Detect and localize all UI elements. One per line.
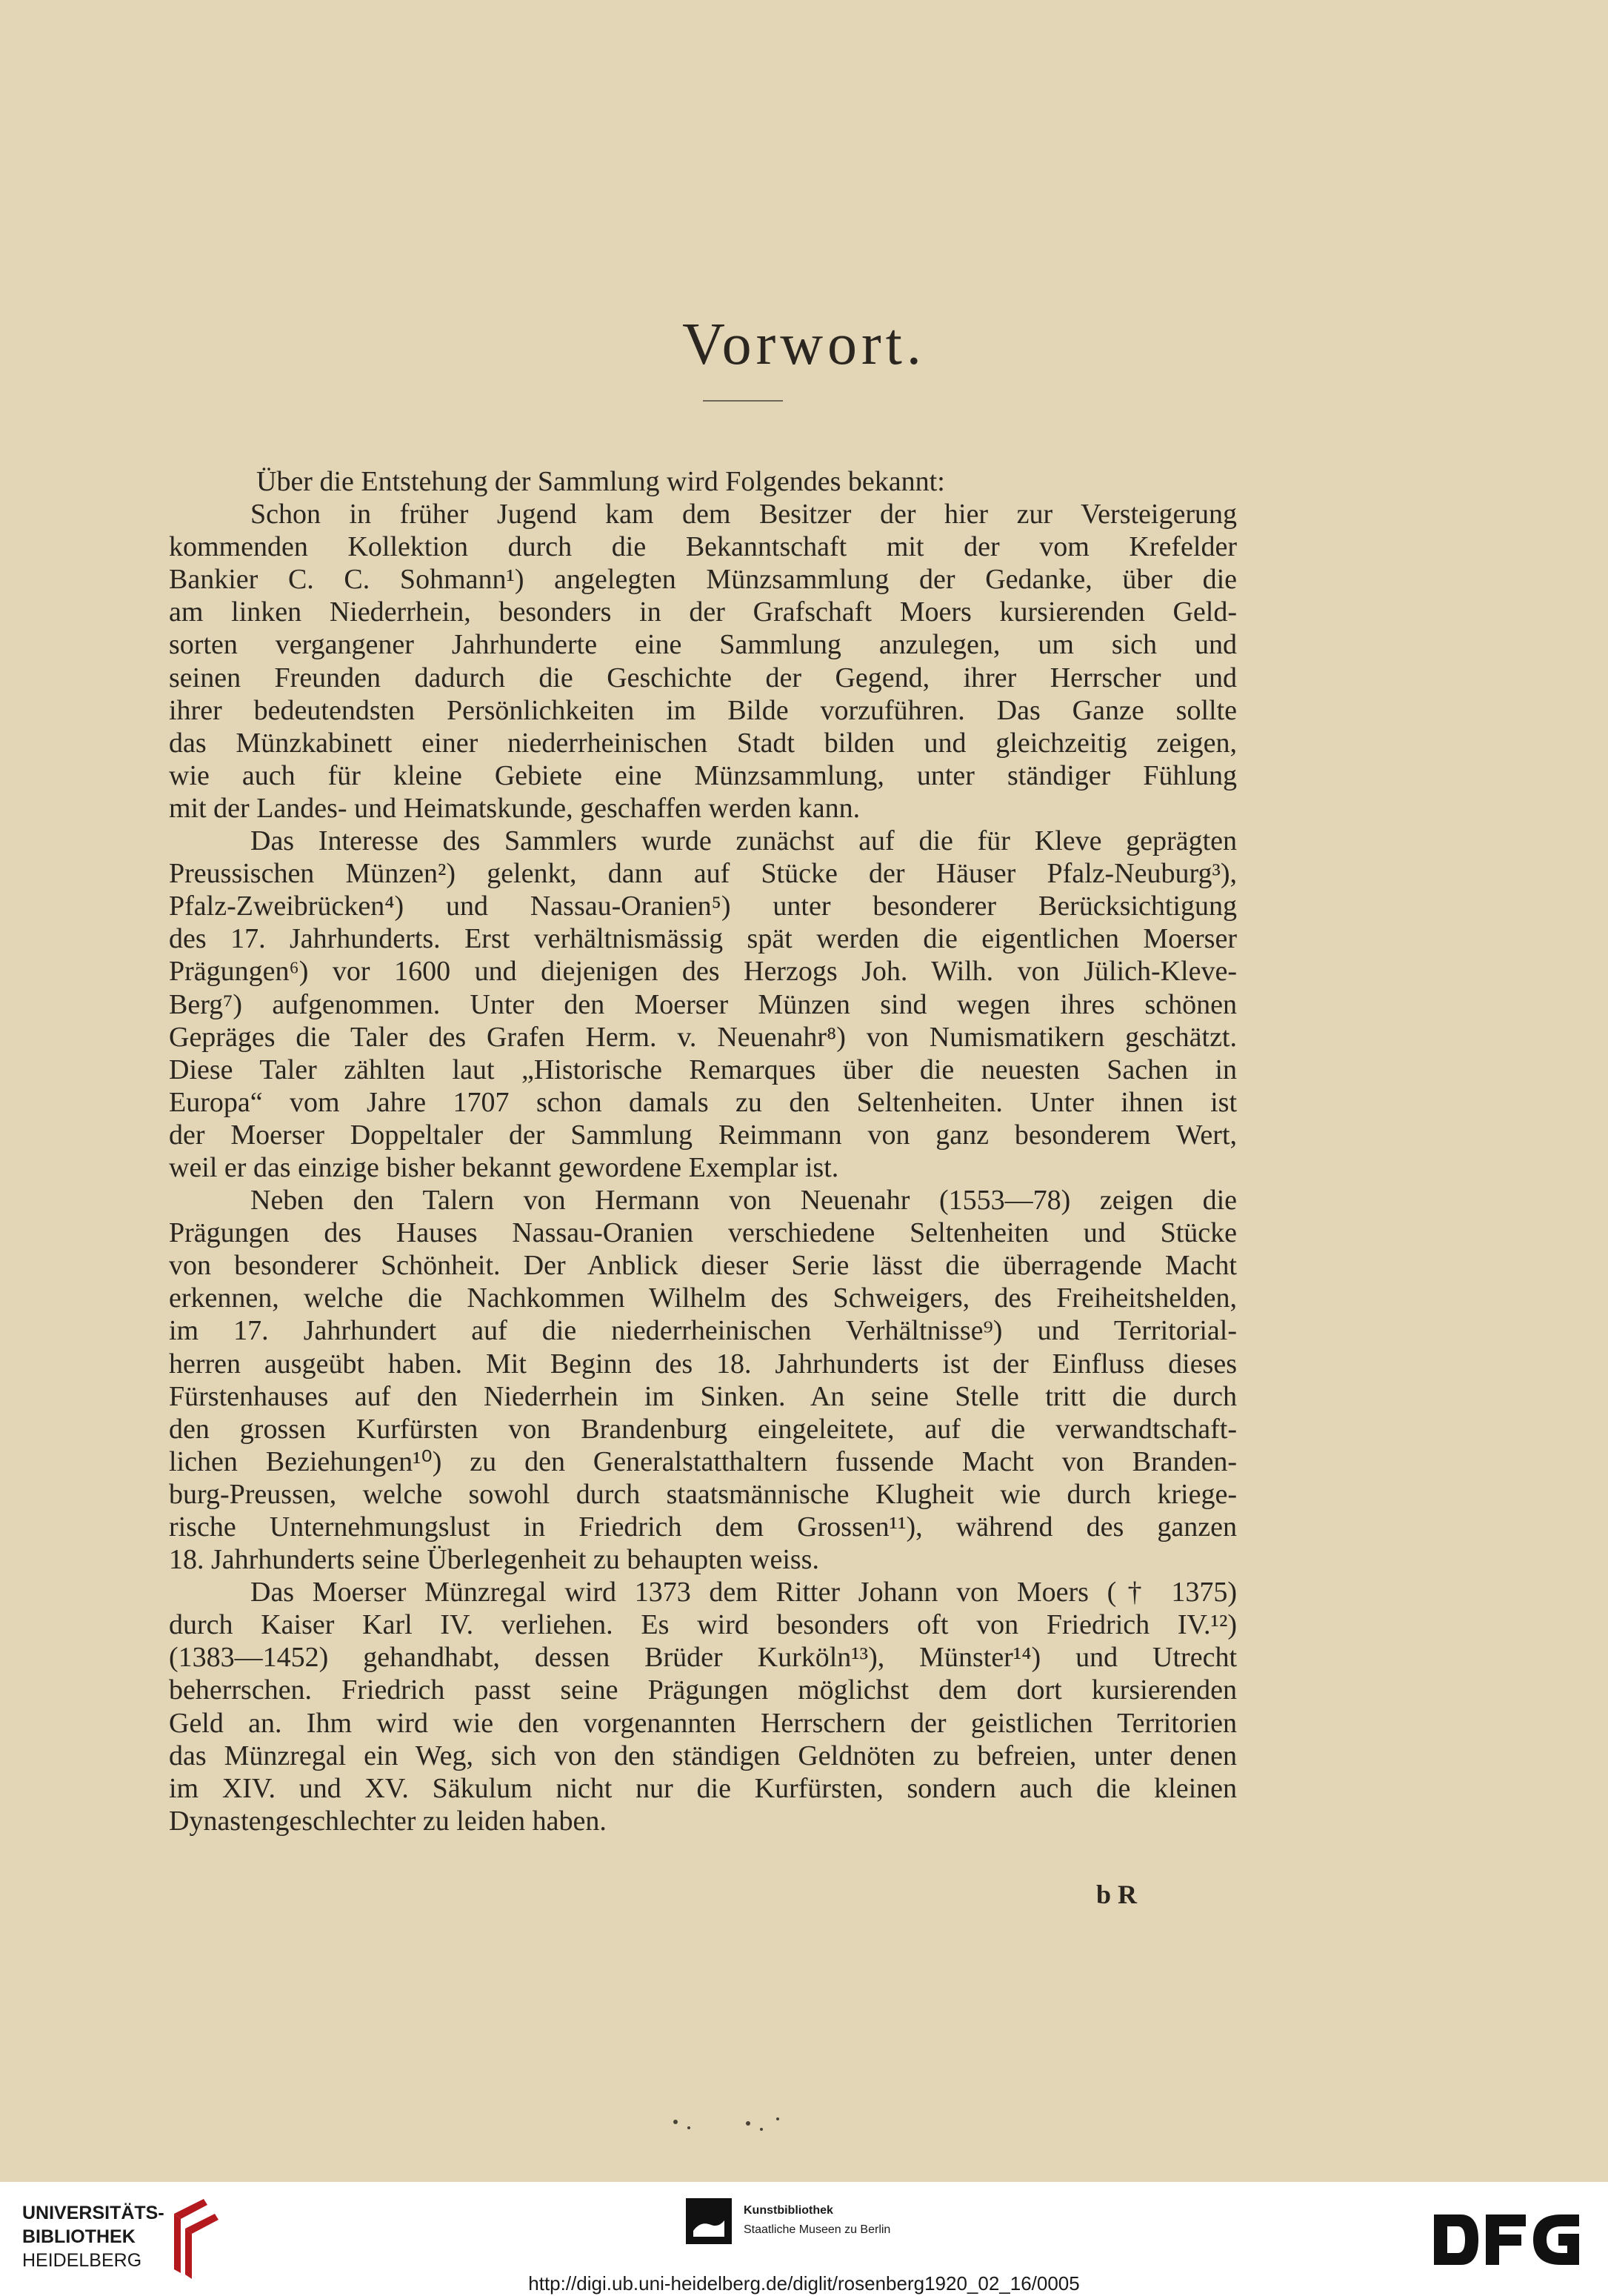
kunstbibliothek-subtitle: Staatliche Museen zu Berlin <box>744 2223 891 2236</box>
text-line: Bankier C. C. Sohmann¹) angelegten Münzsammlung der Gedanke, über die <box>169 564 1237 596</box>
page-title: Vorwort. <box>682 312 926 377</box>
text-line: das Münzregal ein Weg, sich von den ständigen Geldnöten zu befreien, unter denen <box>169 1740 1237 1771</box>
signature-initials: b R <box>1096 1880 1138 1909</box>
text-line: das Münzkabinett einer niederrheinischen Stadt bilden und gleichzeitig zeigen, <box>169 727 1237 759</box>
text-line: beherrschen. Friedrich passt seine Prägungen möglichst dem dort kursierenden <box>169 1674 1237 1706</box>
kunstbibliothek-mark-icon <box>686 2198 732 2244</box>
text-line: sorten vergangener Jahrhunderte eine Sammlung anzulegen, um sich und <box>169 629 1237 661</box>
source-url[interactable]: http://digi.ub.uni-heidelberg.de/diglit/rosenberg1920_02_16/0005 <box>528 2272 1080 2295</box>
text-line: Neben den Talern von Hermann von Neuenahr (1553—78) zeigen die <box>250 1185 1237 1217</box>
text-line: Berg⁷) aufgenommen. Unter den Moerser Münzen sind wegen ihres schönen <box>169 988 1237 1020</box>
text-line: Prägungen des Hauses Nassau-Oranien verschiedene Seltenheiten und Stücke <box>169 1217 1237 1249</box>
text-line: lichen Beziehungen¹⁰) zu den Generalstatthaltern fussende Macht von Branden- <box>169 1445 1237 1477</box>
text-line: Preussischen Münzen²) gelenkt, dann auf Stücke der Häuser Pfalz-Neuburg³), <box>169 858 1237 890</box>
text-line: kommenden Kollektion durch die Bekanntschaft mit der vom Krefelder <box>169 531 1237 563</box>
text-line: Diese Taler zählten laut „Historische Remarques über die neuesten Sachen in <box>169 1054 1237 1085</box>
body-text <box>169 465 1237 1837</box>
text-line: ihrer bedeutendsten Persönlichkeiten im Bilde vorzuführen. Das Ganze sollte <box>169 694 1237 726</box>
paper-specks <box>667 2113 800 2143</box>
kunstbibliothek-logo[interactable] <box>686 2198 923 2257</box>
text-line: im XIV. und XV. Säkulum nicht nur die Kurfürsten, sondern auch die kleinen <box>169 1772 1237 1804</box>
text-line: Das Moerser Münzregal wird 1373 dem Ritter Johann von Moers († 1375) <box>250 1577 1237 1608</box>
kunstbibliothek-name: Kunstbibliothek <box>744 2204 833 2217</box>
text-line: seinen Freunden dadurch die Geschichte der Gegend, ihrer Herrscher und <box>169 662 1237 693</box>
digitization-footer <box>0 2182 1608 2296</box>
text-line: Das Interesse des Sammlers wurde zunächst auf die für Kleve geprägten <box>250 825 1237 857</box>
text-line: Europa“ vom Jahre 1707 schon damals zu den Seltenheiten. Unter ihnen ist <box>169 1086 1237 1118</box>
text-line: (1383—1452) gehandhabt, dessen Brüder Kurköln¹³), Münster¹⁴) und Utrecht <box>169 1642 1237 1674</box>
text-line: des 17. Jahrhunderts. Erst verhältnismässig spät werden die eigentlichen Moerser <box>169 923 1237 955</box>
text-line: den grossen Kurfürsten von Brandenburg eingeleitete, auf die verwandtschaft- <box>169 1413 1237 1445</box>
text-line: Über die Entstehung der Sammlung wird Folgendes bekannt: <box>256 466 945 497</box>
text-line: der Moerser Doppeltaler der Sammlung Reimmann von ganz besonderem Wert, <box>169 1119 1237 1151</box>
text-line: am linken Niederrhein, besonders in der Grafschaft Moers kursierenden Geld- <box>169 596 1237 628</box>
text-line: durch Kaiser Karl IV. verliehen. Es wird besonders oft von Friedrich IV.¹²) <box>169 1609 1237 1641</box>
text-line: wie auch für kleine Gebiete eine Münzsammlung, unter ständiger Fühlung <box>169 759 1237 791</box>
text-line: burg-Preussen, welche sowohl durch staatsmännische Klugheit wie durch kriege- <box>169 1478 1237 1510</box>
text-line: im 17. Jahrhundert auf die niederrheinischen Verhältnisse⁹) und Territorial- <box>169 1315 1237 1347</box>
text-line: weil er das einzige bisher bekannt gewordene Exemplar ist. <box>169 1151 839 1183</box>
text-line: von besonderer Schönheit. Der Anblick dieser Serie lässt die überragende Macht <box>169 1250 1237 1282</box>
dfg-logo[interactable] <box>1431 2212 1587 2268</box>
text-line: Gepräges die Taler des Grafen Herm. v. Neuenahr⁸) von Numismatikern geschätzt. <box>169 1021 1237 1053</box>
text-line: Dynastengeschlechter zu leiden haben. <box>169 1805 607 1837</box>
text-line: 18. Jahrhunderts seine Überlegenheit zu behaupten weiss. <box>169 1544 819 1576</box>
university-library-logo[interactable] <box>22 2203 237 2277</box>
text-line: Prägungen⁶) vor 1600 und diejenigen des Herzogs Joh. Wilh. von Jülich-Kleve- <box>169 956 1237 988</box>
text-line: Schon in früher Jugend kam dem Besitzer der hier zur Versteigerung <box>250 499 1237 530</box>
text-line: rische Unternehmungslust in Friedrich dem Grossen¹¹), während des ganzen <box>169 1511 1237 1543</box>
text-line: Pfalz-Zweibrücken⁴) und Nassau-Oranien⁵) unter besonderer Berücksichtigung <box>169 891 1237 922</box>
title-divider <box>703 400 783 402</box>
logo-line-2: BIBLIOTHEK <box>22 2226 136 2247</box>
text-line: mit der Landes- und Heimatskunde, geschaffen werden kann. <box>169 792 861 824</box>
logo-line-3: HEIDELBERG <box>22 2250 142 2271</box>
text-line: herren ausgeübt haben. Mit Beginn des 18. Jahrhunderts ist der Einfluss dieses <box>169 1348 1237 1380</box>
text-line: Geld an. Ihm wird wie den vorgenannten Herrschern der geistlichen Territorien <box>169 1707 1237 1739</box>
logo-line-1: UNIVERSITÄTS- <box>22 2203 164 2223</box>
text-line: erkennen, welche die Nachkommen Wilhelm des Schweigers, des Freiheitshelden, <box>169 1282 1237 1314</box>
university-mark-icon <box>163 2199 230 2280</box>
text-line: Fürstenhauses auf den Niederrhein im Sinken. An seine Stelle tritt die durch <box>169 1380 1237 1412</box>
